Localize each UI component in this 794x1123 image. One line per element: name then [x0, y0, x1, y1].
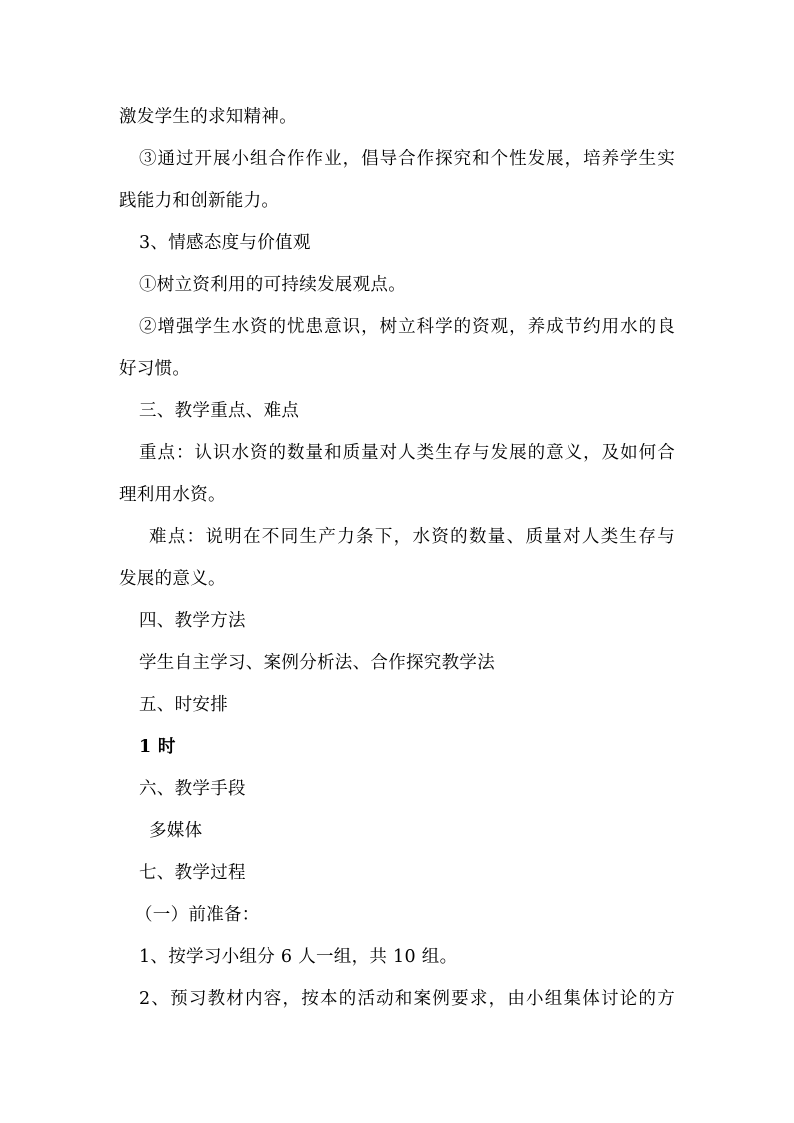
list-item: ②增强学生水资的忧患意识，树立科学的资观，养成节约用水的良: [139, 317, 675, 337]
section-heading: 四、教学方法: [139, 611, 246, 631]
paragraph-line: 重点：认识水资的数量和质量对人类生存与发展的意义，及如何合: [139, 443, 675, 463]
paragraph-line: 学生自主学习、案例分析法、合作探究教学法: [139, 653, 495, 673]
paragraph-line: 发展的意义。: [119, 569, 226, 589]
paragraph-line: 多媒体: [149, 821, 203, 841]
paragraph-line: 1 时: [139, 737, 176, 757]
paragraph-line: 激发学生的求知精神。: [119, 107, 297, 127]
paragraph-line: 践能力和创新能力。: [119, 191, 280, 211]
section-heading: 七、教学过程: [139, 863, 246, 883]
section-heading: 三、教学重点、难点: [139, 401, 300, 421]
list-item: 2、预习教材内容，按本的活动和案例要求，由小组集体讨论的方: [139, 989, 675, 1009]
section-heading: 3、情感态度与价值观: [139, 233, 311, 253]
section-heading: 六、教学手段: [139, 779, 246, 799]
list-item: 1、按学习小组分 6 人一组，共 10 组。: [139, 947, 458, 967]
subsection-heading: （一）前准备：: [135, 905, 260, 925]
paragraph-line: ③通过开展小组合作作业，倡导合作探究和个性发展，培养学生实: [139, 149, 675, 169]
paragraph-line: 难点：说明在不同生产力条下，水资的数量、质量对人类生存与: [149, 527, 675, 547]
paragraph-line: 好习惯。: [119, 359, 191, 379]
list-item: ①树立资利用的可持续发展观点。: [139, 275, 406, 295]
paragraph-line: 理利用水资。: [119, 485, 226, 505]
section-heading: 五、时安排: [139, 695, 228, 715]
